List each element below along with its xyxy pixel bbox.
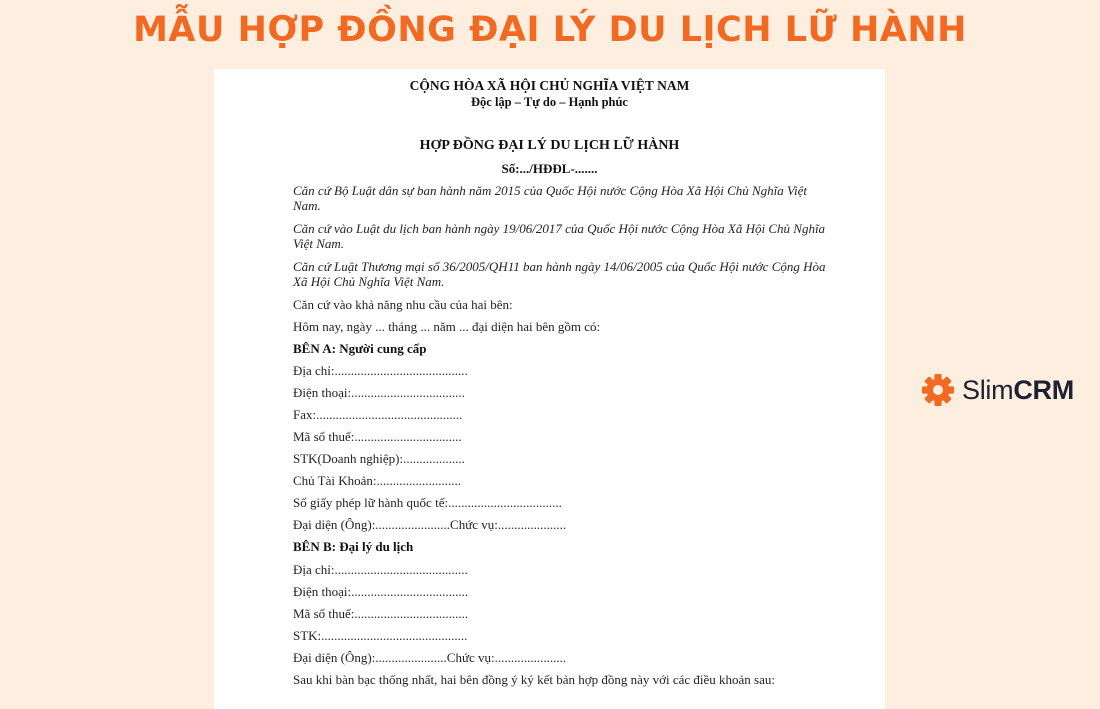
- party-b-phone: Điện thoại:....................................: [293, 584, 469, 599]
- party-a-heading: BÊN A: Người cung cấp: [293, 341, 427, 356]
- legal-basis-tourism-law: Căn cứ vào Luật du lịch ban hành ngày 19/06/2017 của Quốc Hội nước Cộng Hòa Xã Hội Chủ Nghĩa Việt Nam.: [293, 221, 826, 251]
- brand-name-bold: CRM: [1013, 374, 1074, 405]
- legal-basis-civil-code: Căn cứ Bộ Luật dân sự ban hành năm 2015 của Quốc Hội nước Cộng Hòa Xã Hội Chủ Nghĩa Việt Nam.: [293, 183, 808, 213]
- party-a-bank-account: STK(Doanh nghiệp):...................: [293, 451, 465, 466]
- date-line: Hôm nay, ngày ... tháng ... năm ... đại diện hai bên gồm có:: [293, 319, 601, 334]
- gear-icon: [921, 373, 955, 407]
- party-a-tax-code: Mã số thuế:.................................: [293, 429, 462, 444]
- party-a-account-holder: Chủ Tài Khoản:..........................: [293, 473, 462, 488]
- party-b-bank-account: STK:.............................................: [293, 628, 468, 643]
- party-b-address: Địa chỉ:.........................................: [293, 562, 468, 577]
- basis-capacity: Căn cứ vào khả năng nhu cầu của hai bên:: [293, 297, 513, 312]
- brand-name: [962, 375, 1074, 406]
- document-page: [214, 69, 885, 709]
- party-a-representative: Đại diện (Ông):.......................Chức vụ:.....................: [293, 517, 567, 532]
- banner-title: MẪU HỢP ĐỒNG ĐẠI LÝ DU LỊCH LỮ HÀNH: [133, 10, 967, 50]
- legal-basis-commerce-law: Căn cứ Luật Thương mại số 36/2005/QH11 ban hành ngày 14/06/2005 của Quốc Hội nước Cộng Hòa Xã Hội Chủ Nghĩa Việt Nam.: [293, 259, 826, 289]
- party-a-travel-license: Số giấy phép lữ hành quốc tế:...................................: [293, 495, 562, 510]
- nation-header: CỘNG HÒA XÃ HỘI CHỦ NGHĨA VIỆT NAM: [409, 78, 690, 93]
- contract-number: Số:.../HĐĐL-.......: [501, 161, 598, 176]
- brand-name-light: Slim: [962, 374, 1014, 405]
- party-b-representative: Đại diện (Ông):......................Chức vụ:......................: [293, 650, 567, 665]
- contract-title: HỢP ĐỒNG ĐẠI LÝ DU LỊCH LỮ HÀNH: [419, 138, 680, 153]
- slimcrm-logo: [921, 373, 1074, 407]
- closing-sentence: Sau khi bàn bạc thống nhất, hai bên đồng ý ký kết bản hợp đồng này với các điều khoản sau:: [293, 672, 776, 687]
- party-a-fax: Fax:.............................................: [293, 407, 463, 422]
- motto: Độc lập – Tự do – Hạnh phúc: [471, 95, 628, 109]
- party-b-heading: BÊN B: Đại lý du lịch: [293, 539, 414, 554]
- party-b-tax-code: Mã số thuế:...................................: [293, 606, 469, 621]
- party-a-phone: Điện thoại:...................................: [293, 385, 465, 400]
- party-a-address: Địa chỉ:.........................................: [293, 363, 468, 378]
